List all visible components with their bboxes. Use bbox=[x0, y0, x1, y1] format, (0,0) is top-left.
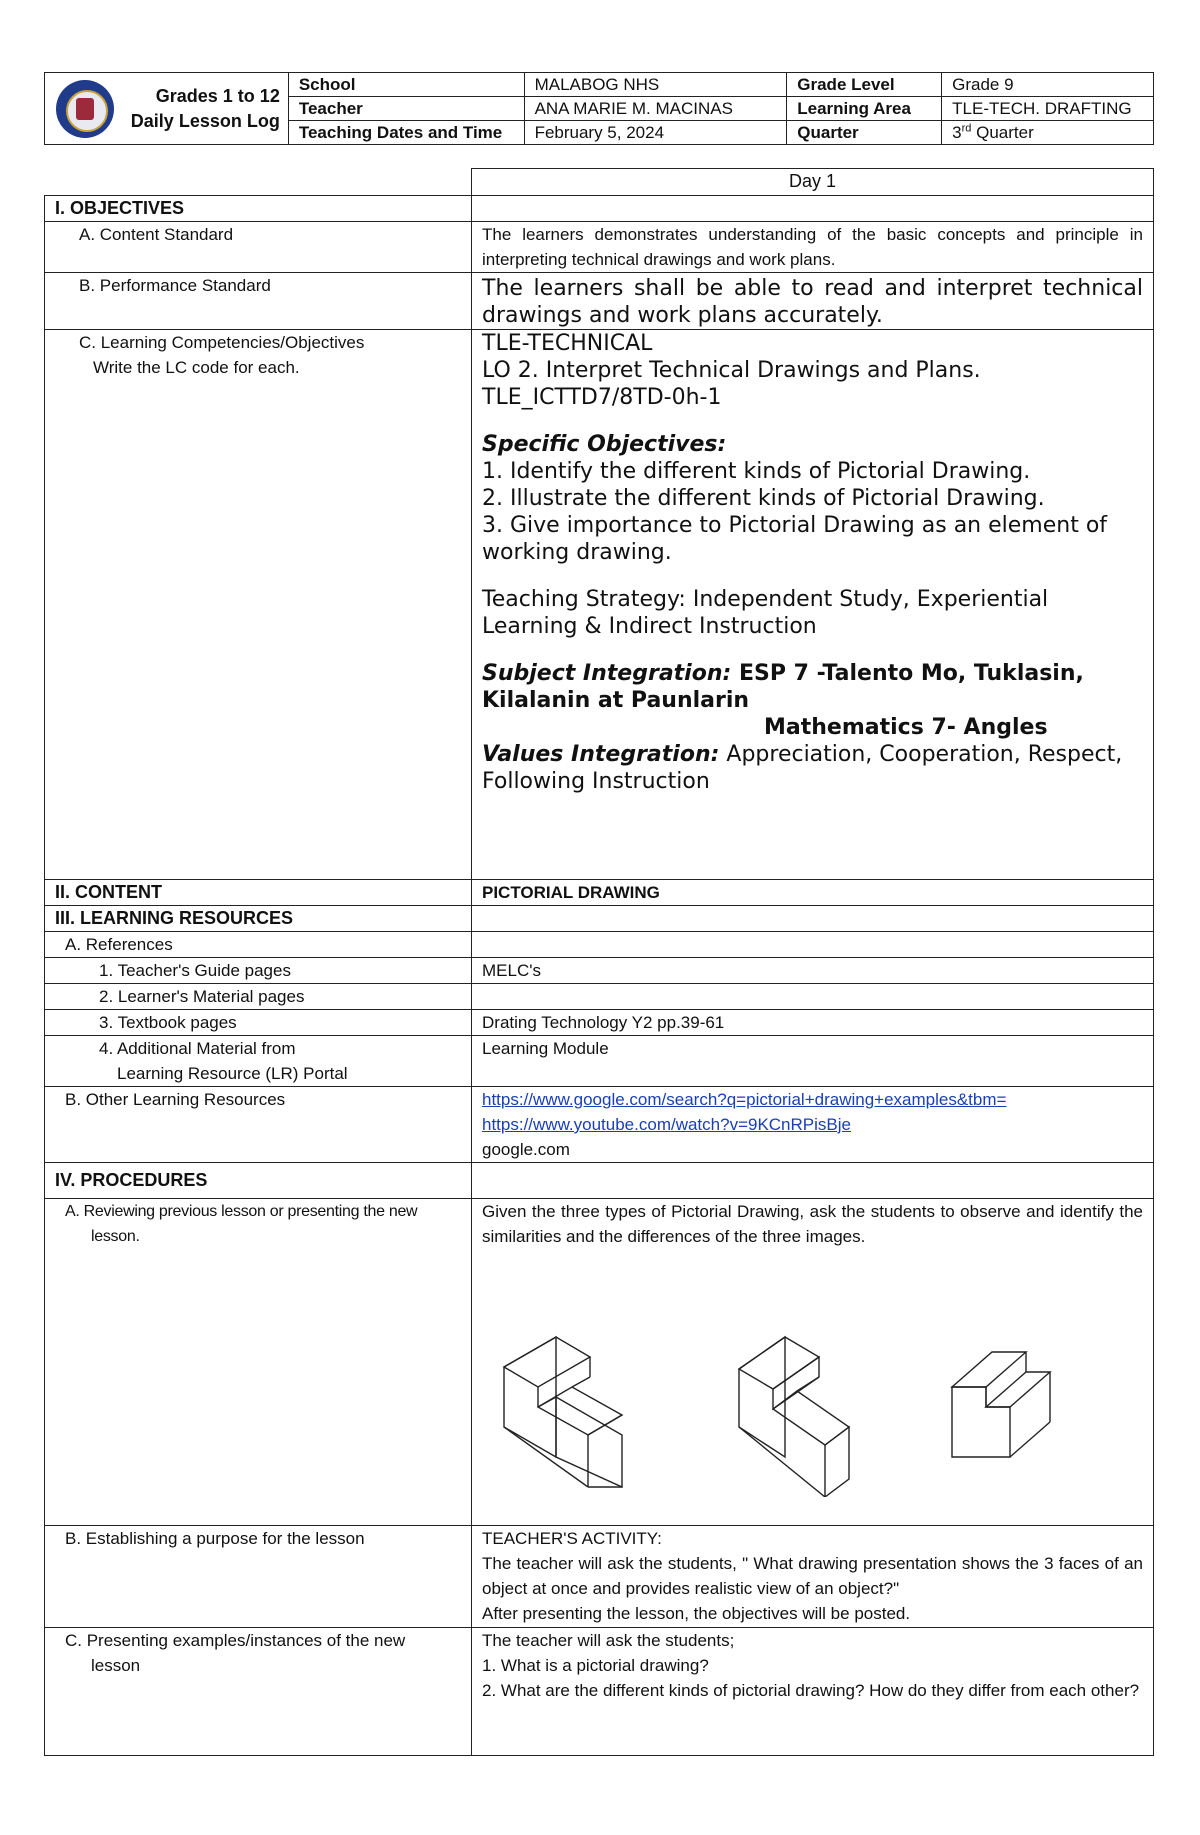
learning-competencies-label: C. Learning Competencies/Objectives bbox=[79, 333, 365, 352]
header-title-line1: Grades 1 to 12 bbox=[155, 85, 280, 106]
youtube-link[interactable]: https://www.youtube.com/watch?v=9KCnRPisBje bbox=[482, 1115, 851, 1134]
procedure-b-line-2: The teacher will ask the students, " What drawing presentation shows the 3 faces of an object at once and provides realistic view of an object?" bbox=[482, 1554, 1143, 1598]
school-label: School bbox=[288, 73, 524, 97]
other-resources-label: B. Other Learning Resources bbox=[45, 1087, 472, 1163]
procedure-a-label-cell bbox=[45, 1199, 472, 1526]
teaching-strategy: Teaching Strategy: Independent Study, Experiential Learning & Indirect Instruction bbox=[482, 587, 1049, 639]
grade-level-value: Grade 9 bbox=[942, 73, 1154, 97]
textbook-pages-value: Drating Technology Y2 pp.39-61 bbox=[472, 1010, 1154, 1036]
teacher-value: ANA MARIE M. MACINAS bbox=[524, 97, 787, 121]
day-header: Day 1 bbox=[472, 169, 1154, 196]
objectives-heading: I. OBJECTIVES bbox=[45, 196, 472, 222]
teachers-guide-value: MELC's bbox=[472, 958, 1154, 984]
procedure-c-value bbox=[472, 1628, 1154, 1756]
school-value: MALABOG NHS bbox=[524, 73, 787, 97]
additional-material-label-cell bbox=[45, 1036, 472, 1087]
procedure-b-value bbox=[472, 1526, 1154, 1628]
specific-objective-2: 2. Illustrate the different kinds of Pictorial Drawing. bbox=[482, 486, 1045, 511]
procedure-b-label: B. Establishing a purpose for the lesson bbox=[45, 1526, 472, 1628]
math-integration: Mathematics 7- Angles bbox=[764, 715, 1048, 740]
quarter-label: Quarter bbox=[787, 121, 942, 145]
procedure-c-label-2: lesson bbox=[91, 1656, 141, 1675]
other-resources-value bbox=[472, 1087, 1154, 1163]
procedure-c-label-1: C. Presenting examples/instances of the new bbox=[65, 1631, 406, 1650]
values-integration: Values Integration: Appreciation, Cooperation, Respect, Following Instruction bbox=[482, 742, 1123, 794]
learning-competencies-value bbox=[472, 330, 1154, 880]
performance-standard-label: B. Performance Standard bbox=[45, 273, 472, 330]
procedure-a-label-1: A. Reviewing previous lesson or presenting the new bbox=[65, 1203, 418, 1220]
specific-objectives-heading: Specific Objectives: bbox=[482, 432, 727, 457]
procedure-c-line-3: 2. What are the different kinds of pictorial drawing? How do they differ from each other? bbox=[482, 1681, 1140, 1700]
learning-area-value: TLE-TECH. DRAFTING bbox=[942, 97, 1154, 121]
dimetric-drawing bbox=[739, 1337, 849, 1497]
deped-seal-logo bbox=[45, 76, 125, 142]
content-value: PICTORIAL DRAWING bbox=[472, 880, 1154, 906]
procedure-a-label-2: lesson. bbox=[91, 1228, 140, 1245]
references-label: A. References bbox=[45, 932, 472, 958]
procedure-a-value bbox=[472, 1199, 1154, 1526]
lc-code-instruction: Write the LC code for each. bbox=[93, 358, 300, 377]
procedure-c-label-cell bbox=[45, 1628, 472, 1756]
quarter-value: 3rd Quarter bbox=[942, 121, 1154, 145]
teaching-dates-value: February 5, 2024 bbox=[524, 121, 787, 145]
procedure-a-text: Given the three types of Pictorial Drawing, ask the students to observe and identify the similarities and the differences of the three images. bbox=[482, 1202, 1143, 1246]
procedure-b-line-1: TEACHER'S ACTIVITY: bbox=[482, 1529, 662, 1548]
lc-line-3: TLE_ICTTD7/8TD-0h-1 bbox=[482, 385, 722, 410]
content-standard-label: A. Content Standard bbox=[45, 222, 472, 273]
learning-resources-heading: III. LEARNING RESOURCES bbox=[45, 906, 472, 932]
content-heading: II. CONTENT bbox=[45, 880, 472, 906]
lesson-log-table bbox=[44, 168, 1154, 1756]
learning-area-label: Learning Area bbox=[787, 97, 942, 121]
teacher-label: Teacher bbox=[288, 97, 524, 121]
procedures-heading: IV. PROCEDURES bbox=[45, 1163, 472, 1199]
performance-standard-value: The learners shall be able to read and interpret technical drawings and work plans accurately. bbox=[472, 273, 1154, 330]
specific-objective-1: 1. Identify the different kinds of Pictorial Drawing. bbox=[482, 459, 1031, 484]
grade-level-label: Grade Level bbox=[787, 73, 942, 97]
header-title-cell bbox=[45, 73, 289, 145]
specific-objective-3: 3. Give importance to Pictorial Drawing as an element of working drawing. bbox=[482, 513, 1108, 565]
content-standard-value: The learners demonstrates understanding of the basic concepts and principle in interpreting technical drawings and work plans. bbox=[472, 222, 1154, 273]
additional-material-label-1: 4. Additional Material from bbox=[99, 1039, 296, 1058]
teaching-dates-label: Teaching Dates and Time bbox=[288, 121, 524, 145]
procedure-c-line-1: The teacher will ask the students; bbox=[482, 1631, 735, 1650]
isometric-drawing bbox=[504, 1337, 622, 1487]
procedure-b-line-3: After presenting the lesson, the objectives will be posted. bbox=[482, 1604, 911, 1623]
lc-line-1: TLE-TECHNICAL bbox=[482, 331, 653, 356]
google-search-link[interactable]: https://www.google.com/search?q=pictorial+drawing+examples&tbm= bbox=[482, 1090, 1007, 1109]
google-text: google.com bbox=[482, 1140, 570, 1159]
teachers-guide-label: 1. Teacher's Guide pages bbox=[45, 958, 472, 984]
header-title-line2: Daily Lesson Log bbox=[130, 110, 280, 131]
additional-material-value: Learning Module bbox=[472, 1036, 1154, 1087]
header-table bbox=[44, 72, 1154, 145]
subject-integration: Subject Integration: ESP 7 -Talento Mo, Tuklasin, Kilalanin at Paunlarin bbox=[482, 661, 1084, 713]
learners-material-label: 2. Learner's Material pages bbox=[45, 984, 472, 1010]
additional-material-label-2: Learning Resource (LR) Portal bbox=[117, 1064, 348, 1083]
learning-competencies-label-cell bbox=[45, 330, 472, 880]
oblique-drawing bbox=[952, 1352, 1050, 1457]
lc-line-2: LO 2. Interpret Technical Drawings and Plans. bbox=[482, 358, 981, 383]
textbook-pages-label: 3. Textbook pages bbox=[45, 1010, 472, 1036]
procedure-c-line-2: 1. What is a pictorial drawing? bbox=[482, 1656, 709, 1675]
pictorial-drawings-illustration bbox=[482, 1257, 1142, 1497]
